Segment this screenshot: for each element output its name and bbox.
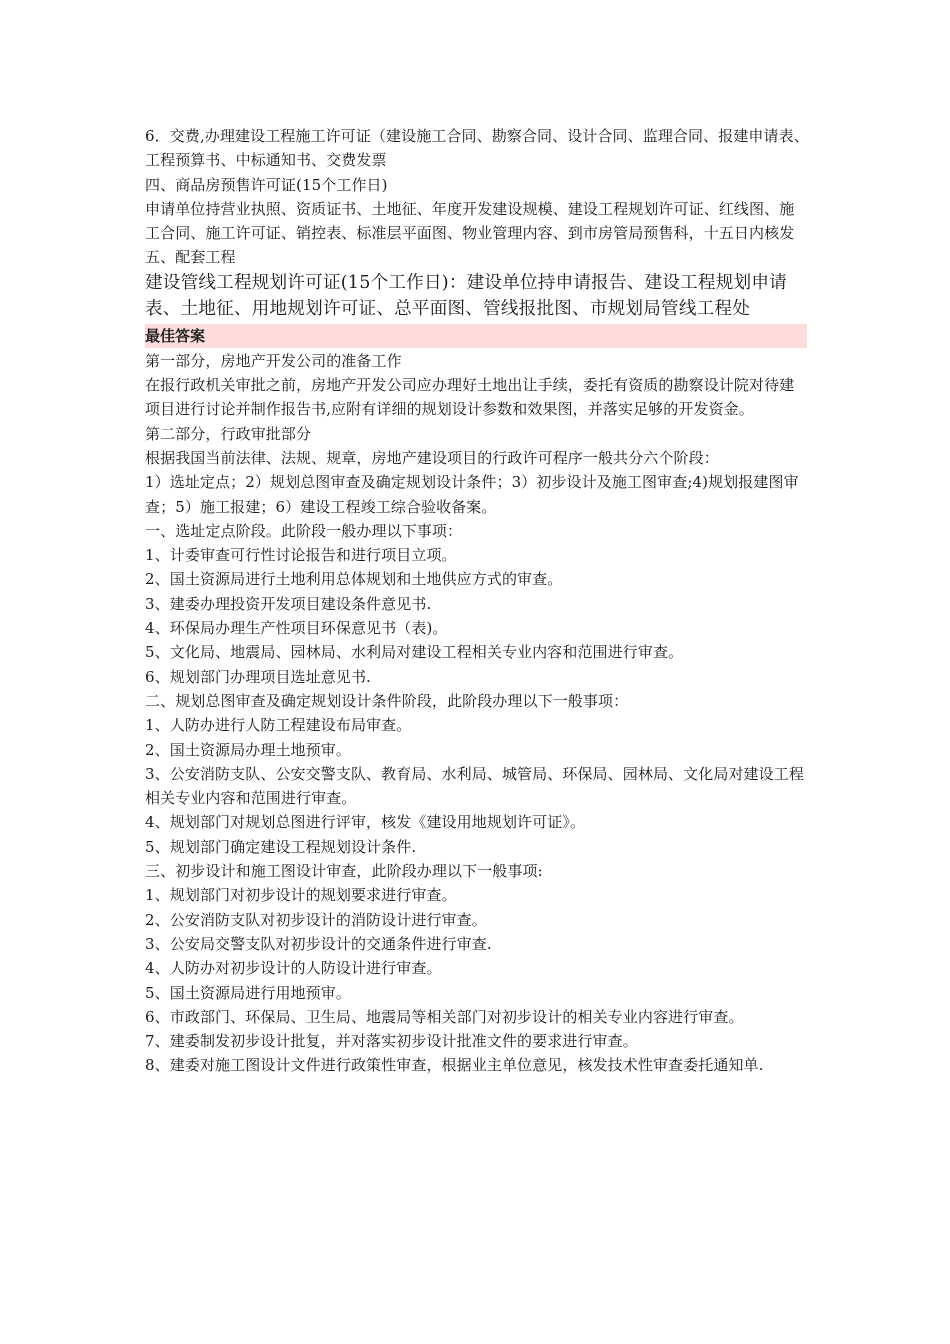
- answer-line: 6、规划部门办理项目选址意见书.: [145, 667, 371, 686]
- answer-line: 5、国土资源局进行用地预审。: [145, 983, 351, 1002]
- answer-line: 2、国土资源局进行土地利用总体规划和土地供应方式的审查。: [145, 570, 563, 589]
- answer-line: 第一部分，房地产开发公司的准备工作: [145, 351, 402, 370]
- answer-line: 4、规划部门对规划总图进行评审，核发《建设用地规划许可证》。: [145, 813, 586, 832]
- answer-line: 5、规划部门确定建设工程规划设计条件.: [145, 837, 417, 856]
- paragraph-fee-permit: 6．交费,办理建设工程施工许可证（建设施工合同、勘察合同、设计合同、监理合同、报建申请表、工程预算书、中标通知书、交费发票: [145, 127, 809, 170]
- heading-presale-permit: 四、商品房预售许可证(15个工作日): [145, 175, 388, 194]
- answer-line: 8、建委对施工图设计文件进行政策性审查，根据业主单位意见，核发技术性审查委托通知单.: [145, 1056, 764, 1075]
- answer-line: 3、公安局交警支队对初步设计的交通条件进行审查.: [145, 934, 492, 953]
- answer-line: 1）选址定点；2）规划总图审查及确定规划设计条件；3）初步设计及施工图审查;4)规划报建图审查；5）施工报建；6）建设工程竣工综合验收备案。: [145, 473, 799, 516]
- answer-line: 一、选址定点阶段。此阶段一般办理以下事项：: [145, 521, 463, 540]
- document-page: [145, 124, 809, 1078]
- answer-line: 根据我国当前法律、法规、规章，房地产建设项目的行政许可程序一般共分六个阶段：: [145, 448, 719, 467]
- answer-line: 6、市政部门、环保局、卫生局、地震局等相关部门对初步设计的相关专业内容进行审查。: [145, 1007, 744, 1026]
- answer-line: 2、公安消防支队对初步设计的消防设计进行审查。: [145, 910, 487, 929]
- answer-line: 4、环保局办理生产性项目环保意见书（表)。: [145, 619, 448, 638]
- paragraph-presale-requirements: 申请单位持营业执照、资质证书、土地征、年度开发建设规模、建设工程规划许可证、红线图、施工合同、施工许可证、销控表、标准层平面图、物业管理内容、到市房管局预售科，十五日内核发: [145, 199, 795, 243]
- answer-line: 5、文化局、地震局、园林局、水利局对建设工程相关专业内容和范围进行审查。: [145, 643, 684, 662]
- answer-line: 3、建委办理投资开发项目建设条件意见书.: [145, 594, 432, 613]
- answer-line: 三、初步设计和施工图设计审查，此阶段办理以下一般事项:: [145, 862, 543, 881]
- answer-line: 在报行政机关审批之前，房地产开发公司应办理好土地出让手续，委托有资质的勘察设计院对待建项目进行讨论并制作报告书,应附有详细的规划设计参数和效果图，并落实足够的开发资金。: [145, 376, 795, 419]
- best-answer-header: 最佳答案: [145, 324, 807, 348]
- answer-line: 7、建委制发初步设计批复，并对落实初步设计批准文件的要求进行审查。: [145, 1032, 638, 1051]
- answer-line: 4、人防办对初步设计的人防设计进行审查。: [145, 959, 442, 978]
- answer-line: 1、规划部门对初步设计的规划要求进行审查。: [145, 886, 457, 905]
- answer-line: 3、公安消防支队、公安交警支队、教育局、水利局、城管局、环保局、园林局、文化局对建设工程相关专业内容和范围进行审查。: [145, 764, 804, 808]
- paragraph-pipeline-permit: 建设管线工程规划许可证(15个工作日)：建设单位持申请报告、建设工程规划申请表、土地征、用地规划许可证、总平面图、管线报批图、市规划局管线工程处: [145, 272, 787, 319]
- answer-line: 第二部分，行政审批部分: [145, 424, 312, 443]
- answer-line: 2、国土资源局办理土地预审。: [145, 740, 351, 759]
- answer-line: 1、计委审查可行性讨论报告和进行项目立项。: [145, 546, 457, 565]
- answer-line: 1、人防办进行人防工程建设布局审查。: [145, 716, 412, 735]
- answer-line: 二、规划总图审查及确定规划设计条件阶段，此阶段办理以下一般事项：: [145, 691, 629, 710]
- heading-supporting-works: 五、配套工程: [145, 248, 236, 267]
